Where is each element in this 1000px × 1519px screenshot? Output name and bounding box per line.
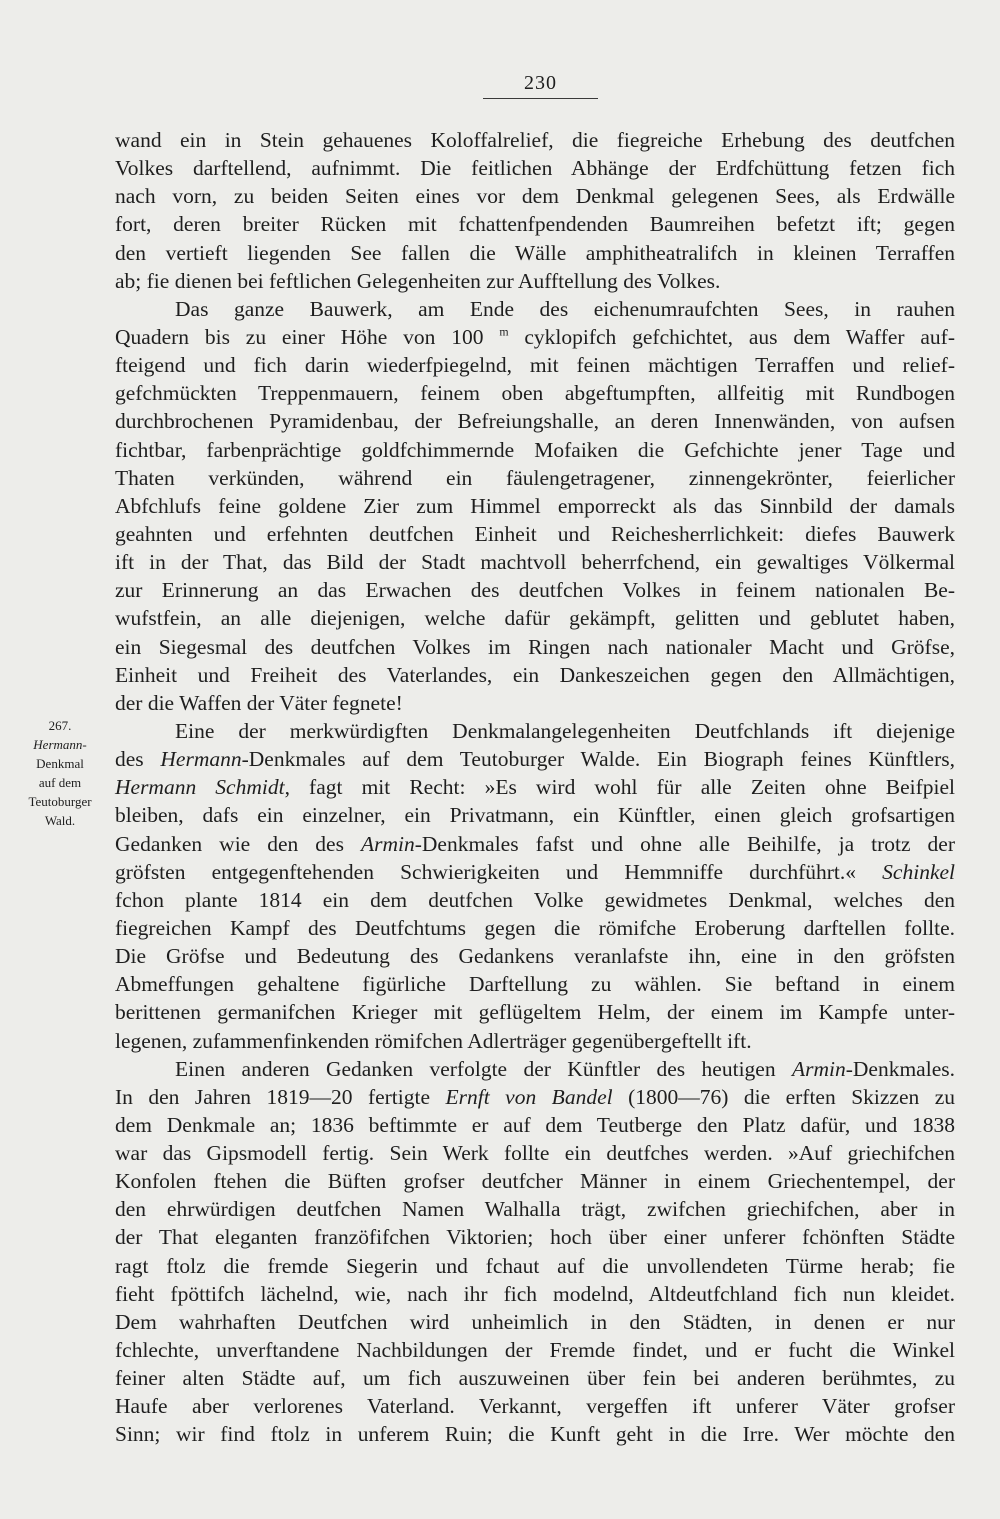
text-line <box>115 858 955 886</box>
text-run: ragt ftolz die fremde Siegerin und fchaut auf die unvollendeten Türme herab; fie <box>115 1253 955 1278</box>
italic-run: Hermann- <box>33 736 87 752</box>
text-run: der die Waffen der Väter fegnete! <box>115 690 403 715</box>
text-run: gefchmückten Treppenmauern, feinem oben abgeftumpften, allfeitig mit Rundbogen <box>115 381 955 406</box>
text-line <box>115 1167 955 1195</box>
text-run: der That eleganten franzöfifchen Viktorien; hoch über einer unferer fchönften Städte <box>115 1225 955 1250</box>
text-line <box>115 1055 955 1083</box>
text-line <box>115 661 955 689</box>
italic-run: Armin <box>360 831 415 856</box>
text-line <box>115 323 955 351</box>
text-run: fort, deren breiter Rücken mit fchattenfpendenden Baumreihen befetzt ift; gegen <box>115 212 955 237</box>
text-line <box>115 407 955 435</box>
text-run: zur Erinnerung an das Erwachen des deutfchen Volkes in feinem nationalen Be- <box>115 578 955 603</box>
text-line <box>115 1139 955 1167</box>
text-run: Gedanken wie den des <box>115 831 361 856</box>
text-run: fiegreichen Kampf des Deutfchtums gegen die römifche Eroberung darftellen follte. <box>115 915 955 940</box>
text-run: den ehrwürdigen deutfchen Namen Walhalla trägt, zwifchen griechifchen, aber in <box>115 1197 955 1222</box>
text-line <box>115 1223 955 1251</box>
text-run: fchon plante 1814 ein dem deutfchen Volke gewidmetes Denkmal, welches den <box>115 887 955 912</box>
text-run: , fagt mit Recht: »Es wird wohl für alle Zeiten ohne Beifpiel <box>284 775 955 800</box>
text-line <box>115 886 955 914</box>
text-run: -Denkmales fafst und ohne alle Beihilfe, ja trotz der <box>414 831 955 856</box>
text-run: Quadern bis zu einer Höhe von 100 <box>115 324 500 349</box>
text-line <box>115 548 955 576</box>
text-run: In den Jahren 1819—20 fertigte <box>115 1084 446 1109</box>
margin-note <box>16 717 104 830</box>
text-line <box>115 239 955 267</box>
text-run: Das ganze Bauwerk, am Ende des eichenumraufchten Sees, in rauhen <box>175 296 955 321</box>
paragraph <box>115 717 955 1055</box>
text-run: Einen anderen Gedanken verfolgte der Künftler des heutigen <box>175 1056 792 1081</box>
text-line <box>115 717 955 745</box>
text-run: Abfchlufs feine goldene Zier zum Himmel emporreckt als das Sinnbild der damals <box>115 493 955 518</box>
text-line <box>115 576 955 604</box>
text-run: -Denkmales auf dem Teutoburger Walde. Ein Biograph feines Künftlers, <box>241 747 955 772</box>
text-run: Volkes darftellend, aufnimmt. Die feitlichen Abhänge der Erdfchüttung fetzen fich <box>115 156 955 181</box>
text-run: fteigend und fich darin wiederfpiegelnd, mit feinen mächtigen Terraffen und relief- <box>115 353 955 378</box>
margin-note-line <box>16 736 104 755</box>
margin-note-number <box>16 717 104 736</box>
text-line <box>115 1308 955 1336</box>
text-run: den vertieft liegenden See fallen die Wälle amphitheatralifch in kleinen Terraffen <box>115 240 955 265</box>
text-line <box>115 492 955 520</box>
text-run: Dem wahrhaften Deutfchen wird unheimlich in den Städten, in denen er nur <box>115 1309 955 1334</box>
text-run: geahnten und erfehnten deutfchen Einheit und Reichesherrlichkeit: diefes Bauwerk <box>115 521 955 546</box>
text-run: (1800—76) die erften Skizzen zu <box>612 1084 956 1109</box>
text-line <box>115 1195 955 1223</box>
text-run: war das Gipsmodell fertig. Sein Werk follte ein deutfches werden. »Auf griechifchen <box>115 1141 955 1166</box>
text-line <box>115 520 955 548</box>
text-line <box>115 1364 955 1392</box>
text-line <box>115 1252 955 1280</box>
text-run: cyklopifch gefchichtet, aus dem Waffer auf- <box>508 324 955 349</box>
margin-note-line <box>16 793 104 812</box>
text-line <box>115 970 955 998</box>
text-line <box>115 1083 955 1111</box>
text-line <box>115 830 955 858</box>
italic-run: Schinkel <box>882 859 955 884</box>
superscript-unit: m <box>499 324 509 339</box>
text-line <box>115 633 955 661</box>
text-line <box>115 182 955 210</box>
text-line <box>115 942 955 970</box>
text-line <box>115 351 955 379</box>
body-text <box>115 126 955 1449</box>
text-run: Wald. <box>44 812 76 828</box>
text-run: Eine der merkwürdigften Denkmalangelegenheiten Deutfchlands ift diejenige <box>175 718 955 743</box>
text-line <box>115 295 955 323</box>
text-run: nach vorn, zu beiden Seiten eines vor dem Denkmal gelegenen Sees, als Erdwälle <box>115 184 955 209</box>
text-run: bleiben, dafs ein einzelner, ein Privatmann, ein Künftler, einen gleich grofsartigen <box>115 803 955 828</box>
text-line <box>115 1280 955 1308</box>
text-line <box>115 126 955 154</box>
text-run: Abmeffungen gehaltene figürliche Darftellung zu wählen. Sie beftand in einem <box>115 972 955 997</box>
text-line <box>115 773 955 801</box>
text-run: Konfolen ftehen die Büften grofser deutfcher Männer in einem Griechentempel, der <box>115 1169 955 1194</box>
text-run: ift in der That, das Bild der Stadt machtvoll beherrfchend, ein gewaltiges Völkermal <box>115 550 955 575</box>
text-run: Thaten verkünden, während ein fäulengetragener, zinnengekrönter, feierlicher <box>115 465 955 490</box>
text-run: feiner alten Städte auf, um fich auszuweinen über fein bei anderen berühmtes, zu <box>115 1366 955 1391</box>
text-line <box>115 801 955 829</box>
text-line <box>115 745 955 773</box>
text-run: Sinn; wir find ftolz in unferem Ruin; die Kunft geht in die Irre. Wer möchte den <box>115 1422 955 1447</box>
text-run: Denkmal <box>36 755 84 771</box>
text-line <box>115 154 955 182</box>
text-run: fchlechte, unverftandene Nachbildungen der Fremde findet, und er fucht die Winkel <box>115 1338 955 1363</box>
text-line <box>115 1420 955 1448</box>
text-run: Die Gröfse und Bedeutung des Gedankens veranlafste ihn, eine in den gröfsten <box>115 944 955 969</box>
italic-run: Hermann <box>160 747 242 772</box>
margin-note-line <box>16 812 104 831</box>
text-line <box>115 689 955 717</box>
text-run: Haufe aber verlorenes Vaterland. Verkannt, vergeffen ift unferer Väter grofser <box>115 1394 955 1419</box>
text-line <box>115 267 955 295</box>
text-run: berittenen germanifchen Krieger mit geflügeltem Helm, der einem im Kampfe unter- <box>115 1000 955 1025</box>
text-run: wand ein in Stein gehauenes Koloffalrelief, die fiegreiche Erhebung des deutfchen <box>115 128 955 152</box>
margin-note-line <box>16 755 104 774</box>
page-number: 230 <box>524 72 557 94</box>
text-line <box>115 210 955 238</box>
text-run: dem Denkmale an; 1836 beftimmte er auf dem Teutberge den Platz dafür, und 1838 <box>115 1112 955 1137</box>
text-line <box>115 998 955 1026</box>
italic-run: Ernft von Bandel <box>445 1084 613 1109</box>
text-run: wufstfein, an alle diejenigen, welche dafür gekämpft, gelitten und geblutet haben, <box>115 606 955 631</box>
text-run: des <box>115 747 161 772</box>
text-line <box>115 379 955 407</box>
text-line <box>115 1027 955 1055</box>
text-run: fieht fpöttifch lächelnd, wie, nach ihr fich modelnd, Altdeutfchland fich nun kleidet. <box>115 1281 955 1306</box>
text-run: Teutoburger <box>28 793 92 809</box>
header-rule <box>483 98 598 99</box>
text-line <box>115 1336 955 1364</box>
text-run: gröfsten entgegenftehenden Schwierigkeiten und Hemmniffe durchführt.« <box>115 859 883 884</box>
paragraph <box>115 1055 955 1449</box>
text-run: legenen, zufammenfinkenden römifchen Adlerträger gegenübergeftellt ift. <box>115 1028 752 1053</box>
text-line <box>115 1392 955 1420</box>
paragraph <box>115 126 955 295</box>
text-line <box>115 436 955 464</box>
text-line <box>115 464 955 492</box>
text-run: 267. <box>48 718 72 733</box>
text-run: durchbrochenen Pyramidenbau, der Befreiungshalle, an deren Innenwänden, von aufsen <box>115 409 955 434</box>
text-line <box>115 914 955 942</box>
paragraph <box>115 295 955 717</box>
text-run: Einheit und Freiheit des Vaterlandes, ein Dankeszeichen gegen den Allmächtigen, <box>115 662 955 687</box>
text-line <box>115 1111 955 1139</box>
text-run: ein Siegesmal des deutfchen Volkes im Ringen nach nationaler Macht und Gröfse, <box>115 634 955 659</box>
margin-note-line <box>16 774 104 793</box>
text-run: ab; fie dienen bei feftlichen Gelegenheiten zur Aufftellung des Volkes. <box>115 268 721 293</box>
text-run: auf dem <box>38 774 82 790</box>
italic-run: Armin <box>791 1056 846 1081</box>
text-run: -Denkmales. <box>845 1056 955 1081</box>
text-run: fichtbar, farbenprächtige goldfchimmernde Mofaiken die Gefchichte jener Tage und <box>115 437 955 462</box>
text-line <box>115 604 955 632</box>
italic-run: Hermann Schmidt <box>115 775 285 800</box>
